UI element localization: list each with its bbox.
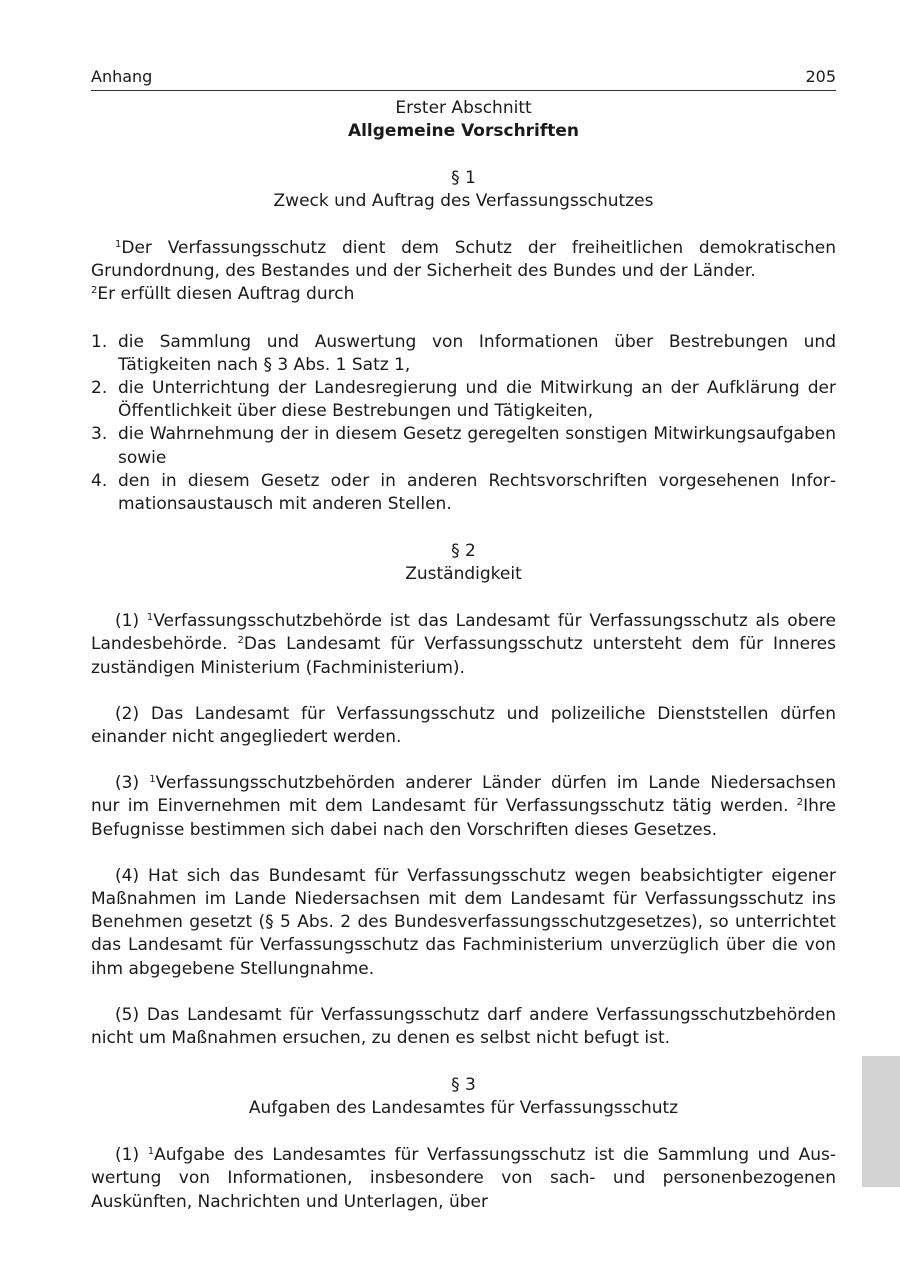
- header-section-label: Anhang: [91, 67, 153, 86]
- paragraph-1-number: § 1: [451, 168, 476, 188]
- thumb-index-tab: [862, 1056, 900, 1187]
- paragraph-3-number: § 3: [451, 1075, 476, 1096]
- page-number: 205: [805, 67, 836, 86]
- list-item-number: 2.: [91, 378, 108, 399]
- paragraph-2-heading: [91, 540, 836, 586]
- sentence-number: 1: [147, 1146, 155, 1158]
- section-title: Erster Abschnitt: [395, 98, 532, 118]
- list-item: [91, 423, 836, 469]
- sentence-number: 1: [115, 239, 122, 250]
- list-item-number: 3.: [91, 424, 108, 445]
- paragraph-2-absatz-2: (2) Das Landesamt für Verfassungsschutz und polizeiliche Dienststellen dürfen einander nicht angegliedert werden.: [91, 703, 836, 748]
- paragraph-3-absatz-1: (1) $^1$Aufgabe des Landesamtes für Verfassungsschutz ist die Sammlung und Auswertung von Informationen, insbesondere von sach- und personenbezogenen Auskünften, Nachrichten und Unterlagen, über: [91, 1145, 836, 1212]
- paragraph-2-absatz-1: (1) $^1$Verfassungsschutzbehörde ist das Landesamt für Verfassungsschutz als obere Landesbehörde. $^2$Das Landesamt für Verfassungsschutz untersteht dem für Inneres zuständigen Ministerium (Fachministerium).: [91, 611, 837, 678]
- paragraph-2-number: § 2: [451, 541, 476, 562]
- section-subtitle: Allgemeine Vorschriften: [347, 121, 580, 141]
- document-page: [91, 66, 836, 1214]
- paragraph-3-title: Aufgaben des Landesamtes für Verfassungsschutz: [248, 1098, 679, 1119]
- paragraph-2-absatz-5: (5) Das Landesamt für Verfassungsschutz darf andere Verfassungsschutzbehörden nicht um Maßnahmen ersuchen, zu denen es selbst nicht befugt ist.: [91, 1004, 836, 1049]
- sentence-number: 1: [149, 774, 156, 786]
- paragraph-1-heading: [91, 167, 836, 213]
- paragraph-2-absatz-3: (3) $^1$Verfassungsschutzbehörden anderer Länder dürfen im Lande Niedersachsen nur im Einvernehmen mit dem Landesamt für Verfassungsschutz tätig werden. $^2$Ihre Befugnisse bestimmen sich dabei nach den Vorschriften dieses Gesetzes.: [91, 773, 837, 840]
- paragraph-3-heading: [91, 1074, 836, 1120]
- paragraph-2-absatz-4: (4) Hat sich das Bundesamt für Verfassungsschutz wegen beabsichtigter eigener Maßnahmen im Lande Niedersachsen mit dem Landesamt für Verfassungsschutz ins Benehmen gesetzt (§ 5 Abs. 2 des Bundesverfassungsschutzgesetzes), so unterrichtet das Landesamt für Verfassungsschutz das Fachministerium unverzüglich über die von ihm abgegebene Stellungnahme.: [91, 865, 836, 979]
- list-item-text: die Sammlung und Auswertung von Informationen über Bestrebungen und Tätigkeiten nach § 3 Abs. 1 Satz 1,: [118, 331, 836, 375]
- paragraph-1-title: Zweck und Auftrag des Verfassungsschutzes: [273, 191, 654, 211]
- paragraph-2-title: Zuständigkeit: [405, 564, 522, 585]
- paragraph-1-sentence-1: Der Verfassungsschutz dient dem Schutz der freiheitlichen demokratischen Grundordnung, des Bestandes und der Sicherheit des Bundes und der Länder.: [91, 238, 836, 282]
- paragraph-1-text: [91, 237, 836, 283]
- sentence-number: 2: [91, 285, 98, 297]
- sentence-number: 2: [796, 797, 804, 809]
- paragraph-1-sentence-2: Er erfüllt diesen Auftrag durch: [97, 284, 355, 305]
- sentence-number: 1: [146, 612, 154, 624]
- list-item: [91, 331, 836, 377]
- list-item-text: den in diesem Gesetz oder in anderen Rechtsvorschriften vorgesehenen Informationsaustausch mit anderen Stellen.: [118, 470, 836, 515]
- running-header: [91, 66, 836, 91]
- list-item-number: 1.: [91, 331, 108, 352]
- list-item: [91, 377, 836, 423]
- section-heading: [91, 97, 836, 143]
- list-item-text: die Unterrichtung der Landesregierung und die Mitwirkung an der Aufklärung der Öffentlichkeit über diese Bestrebungen und Tätigkeiten,: [118, 378, 836, 422]
- list-item: [91, 470, 836, 516]
- sentence-number: 2: [237, 635, 244, 647]
- paragraph-1-text-2: [91, 283, 836, 306]
- list-item-number: 4.: [91, 470, 108, 491]
- list-item-text: die Wahrnehmung der in diesem Gesetz geregelten sonstigen Mitwirkungsaufgaben sowie: [118, 424, 836, 468]
- paragraph-1-list: [91, 331, 836, 517]
